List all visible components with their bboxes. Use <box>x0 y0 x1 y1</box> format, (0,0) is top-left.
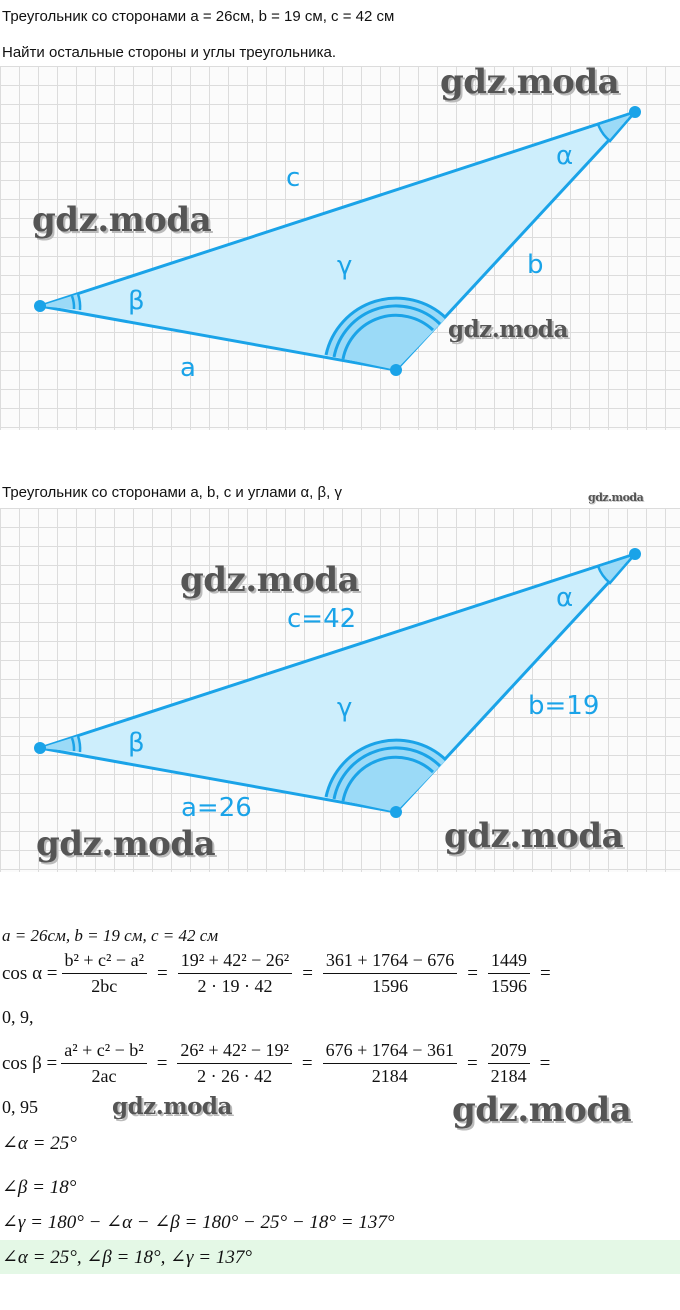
label-beta: β <box>128 728 145 758</box>
numerator: 26² + 42² − 19² <box>177 1040 292 1064</box>
label-a: a=26 <box>181 793 252 823</box>
label-c: c <box>286 163 301 193</box>
fraction <box>488 950 530 997</box>
cos-beta-lhs: cos β = <box>2 1052 58 1074</box>
label-gamma: γ <box>337 251 353 281</box>
triangle-figure-1 <box>0 62 680 430</box>
angle-alpha: ∠α = 25° <box>2 1133 77 1154</box>
cos-alpha-result: 0, 9, <box>2 1007 34 1027</box>
denominator: 2ac <box>91 1066 117 1086</box>
denominator: 2 · 26 · 42 <box>197 1066 273 1086</box>
fraction <box>61 1040 146 1087</box>
cos-beta-formula: cos β = $\frac{\text{a² + c² − b²}}{2ac}$ = $\frac{\text{26² + 42² − 19²}}{2 \cdot 26 \cdot 42}$ = $\frac{676 + 1764 - 361}{2184}$ = $\frac{2079}{2184}$ = <box>2 1040 551 1086</box>
task-statement: Найти остальные стороны и углы треугольника. <box>2 44 337 61</box>
numerator: 361 + 1764 − 676 <box>323 950 457 974</box>
denominator: 2bc <box>91 976 118 996</box>
label-b: b=19 <box>528 691 600 721</box>
vertex-left <box>34 742 46 754</box>
watermark: gdz.moda <box>588 491 644 504</box>
watermark: gdz.moda <box>440 62 620 102</box>
fraction <box>178 950 293 997</box>
cos-alpha-formula: cos α = $\frac{\text{b² + c² − a²}}{2bc}$ = $\frac{\text{19² + 42² − 26²}}{2 \cdot 19 \cdot 42}$ = $\frac{361 + 1764 - 676}{1596}$ = $\frac{1449}{1596}$ = <box>2 950 551 996</box>
watermark: gdz.moda <box>448 316 568 343</box>
denominator: 2184 <box>490 1066 527 1086</box>
cos-alpha-lhs: cos α = <box>2 962 58 984</box>
denominator: 1596 <box>372 976 409 996</box>
angle-gamma: ∠γ = 180° − ∠α − ∠β = 180° − 25° − 18° = 137° <box>2 1212 395 1233</box>
vertex-top-right <box>629 106 641 118</box>
watermark: gdz.moda <box>180 560 360 600</box>
vertex-left <box>34 300 46 312</box>
fraction <box>488 1040 530 1087</box>
watermark: gdz.moda <box>112 1093 232 1120</box>
fraction <box>62 950 147 997</box>
numerator: 1449 <box>488 950 530 974</box>
label-a: a <box>180 353 196 383</box>
numerator: 2079 <box>488 1040 530 1064</box>
label-alpha: α <box>556 583 574 613</box>
label-alpha: α <box>556 141 574 171</box>
fraction <box>323 1040 457 1087</box>
vertex-top-right <box>629 548 641 560</box>
triangle-diagram-1 <box>0 66 680 430</box>
given-values: a = 26см, b = 19 см, c = 42 см <box>2 926 219 945</box>
label-gamma: γ <box>337 693 353 723</box>
triangle-figure-2 <box>0 508 680 872</box>
watermark: gdz.moda <box>36 824 216 864</box>
final-answer: ∠α = 25°, ∠β = 18°, ∠γ = 137° <box>2 1247 252 1268</box>
denominator: 2184 <box>371 1066 408 1086</box>
label-beta: β <box>128 286 145 316</box>
vertex-bottom <box>390 806 402 818</box>
numerator: 676 + 1764 − 361 <box>323 1040 457 1064</box>
numerator: a² + c² − b² <box>61 1040 146 1064</box>
numerator: 19² + 42² − 26² <box>178 950 293 974</box>
watermark: gdz.moda <box>32 200 212 240</box>
watermark: gdz.moda <box>452 1090 632 1130</box>
fraction <box>323 950 457 997</box>
label-c: c=42 <box>287 604 357 634</box>
cos-beta-result: 0, 95 <box>2 1097 38 1117</box>
denominator: 1596 <box>490 976 527 996</box>
fraction <box>177 1040 292 1087</box>
denominator: 2 · 19 · 42 <box>197 976 273 996</box>
label-b: b <box>527 250 544 280</box>
vertex-bottom <box>390 364 402 376</box>
figure-2-caption: Треугольник со сторонами a, b, c и углами α, β, γ <box>2 484 342 501</box>
angle-beta: ∠β = 18° <box>2 1177 77 1198</box>
watermark: gdz.moda <box>444 816 624 856</box>
numerator: b² + c² − a² <box>62 950 147 974</box>
problem-statement: Треугольник со сторонами a = 26см, b = 19 см, c = 42 см <box>2 8 395 25</box>
